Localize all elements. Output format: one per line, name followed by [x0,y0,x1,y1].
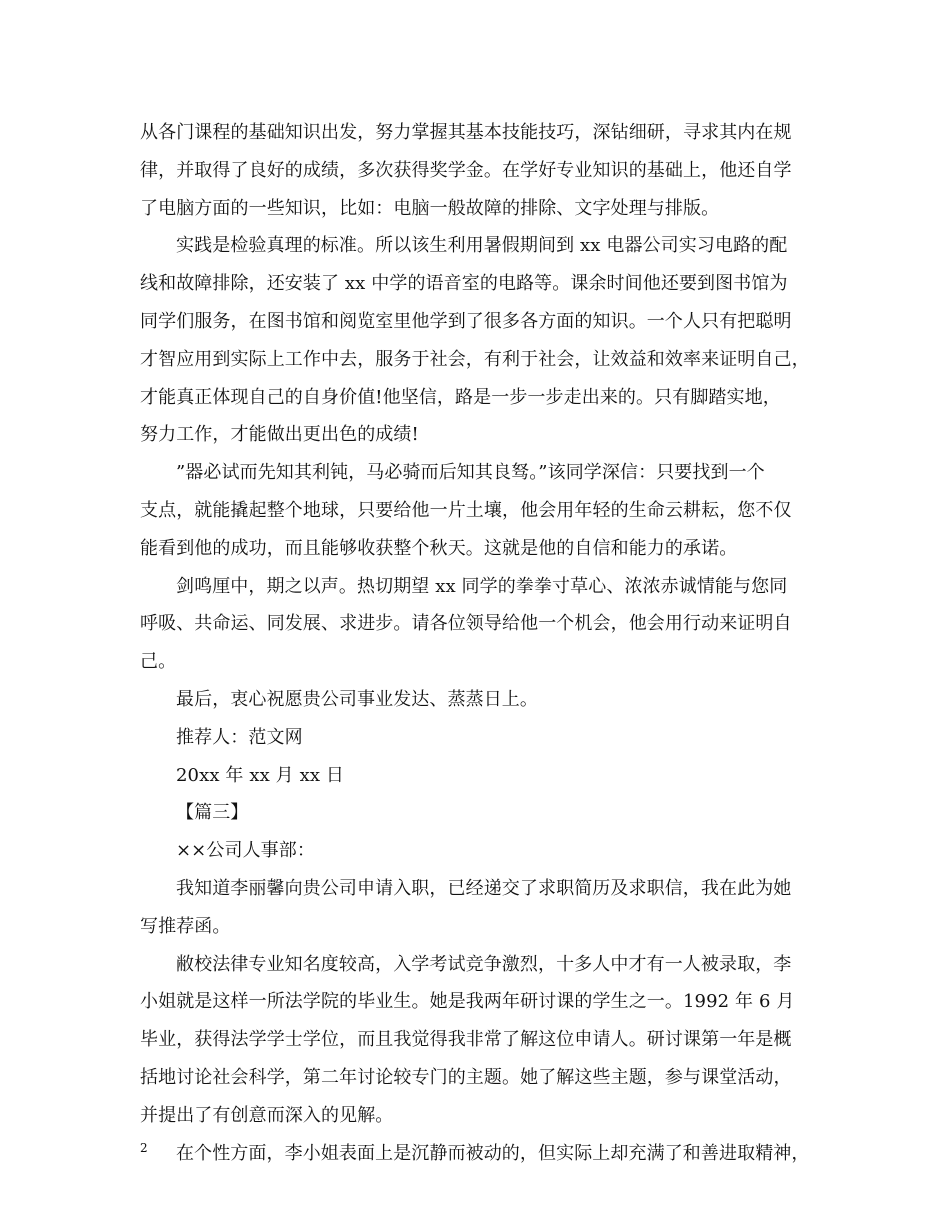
text-line: 小姐就是这样一所法学院的毕业生。她是我两年研讨课的学生之一。1992 年 6 月 [140,991,795,1013]
text-line: 毕业，获得法学学士学位，而且我觉得我非常了解这位申请人。研讨课第一年是概 [140,1029,792,1051]
text-line: 呼吸、共命运、同发展、求进步。请各位领导给他一个机会，他会用行动来证明自 [140,613,792,635]
text-line: 了电脑方面的一些知识，比如：电脑一般故障的排除、文字处理与排版。 [140,197,720,219]
text-line: ××公司人事部： [176,840,315,862]
document-body [140,114,830,1172]
text-line: 我知道李丽馨向贵公司申请入职，已经递交了求职简历及求职信，我在此为她 [176,877,792,899]
page-number: 2 [140,1141,148,1155]
text-line: 最后，衷心祝愿贵公司事业发达、蒸蒸日上。 [176,688,538,710]
text-line: 剑鸣厘中，期之以声。热切期望 xx 同学的拳拳寸草心、浓浓赤诚情能与您同 [176,575,788,597]
text-line: 己。 [140,651,177,673]
text-line: 努力工作，才能做出更出色的成绩! [140,424,419,446]
text-line: 才智应用到实际上工作中去，服务于社会，有利于社会，让效益和效率来证明自己， [140,348,810,370]
text-line: 20xx 年 xx 月 xx 日 [176,764,345,786]
text-line: 在个性方面，李小姐表面上是沉静而被动的，但实际上却充满了和善进取精神， [176,1142,810,1164]
text-line: 写推荐函。 [140,915,231,937]
text-line: 线和故障排除，还安装了 xx 中学的语音室的电路等。课余时间他还要到图书馆为 [140,273,788,295]
text-line: 推荐人：范文网 [176,726,303,748]
text-line: 并提出了有创意而深入的见解。 [140,1104,394,1126]
text-line: 同学们服务，在图书馆和阅览室里他学到了很多各方面的知识。一个人只有把聪明 [140,310,792,332]
text-line: 律，并取得了良好的成绩，多次获得奖学金。在学好专业知识的基础上，他还自学 [140,159,792,181]
text-line: 能看到他的成功，而且能够收获整个秋天。这就是他的自信和能力的承诺。 [140,537,738,559]
text-line: ”器必试而先知其利钝，马必骑而后知其良驽。”该同学深信：只要找到一个 [176,462,765,484]
text-line: 敝校法律专业知名度较高，入学考试竞争激烈，十多人中才有一人被录取，李 [176,953,792,975]
text-line: 从各门课程的基础知识出发，努力掌握其基本技能技巧，深钻细研，寻求其内在规 [140,122,792,143]
text-line: 支点，就能撬起整个地球，只要给他一片土壤，他会用年轻的生命云耕耘，您不仅 [140,499,792,521]
text-line: 实践是检验真理的标准。所以该生利用暑假期间到 xx 电器公司实习电路的配 [176,235,788,257]
text-line: 括地讨论社会科学，第二年讨论较专门的主题。她了解这些主题，参与课堂活动， [140,1066,792,1088]
text-line: 才能真正体现自己的自身价值!他坚信，路是一步一步走出来的。只有脚踏实地， [140,386,781,408]
text-line: 【篇三】 [176,802,249,824]
